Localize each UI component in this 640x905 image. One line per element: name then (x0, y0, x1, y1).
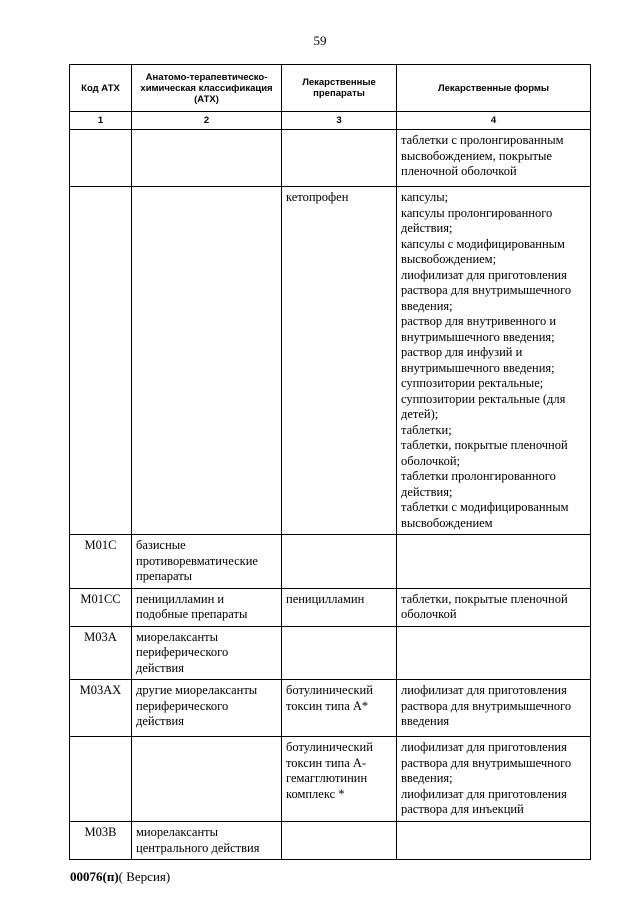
column-number: 4 (397, 112, 591, 130)
atx-code-cell: M03AX (70, 680, 132, 737)
forms-cell (397, 588, 591, 626)
atx-code-cell (70, 737, 132, 822)
column-number-row (70, 112, 591, 130)
drug-cell: ботулинический токсин типа A* (282, 680, 397, 737)
form-item: таблетки с модифицированным высвобождением (401, 500, 569, 530)
form-item: лиофилизат для приготовления раствора для внутримышечного введения (401, 683, 572, 728)
table-row (70, 737, 591, 822)
atx-code-cell (70, 187, 132, 535)
forms-cell (397, 737, 591, 822)
atx-class-cell: другие миорелаксанты периферического действия (132, 680, 282, 737)
document-id: 00076(п) (70, 869, 119, 884)
page-number: 59 (313, 33, 327, 48)
form-item: таблетки, покрытые пленочной оболочкой; (401, 438, 568, 468)
atx-class-cell (132, 187, 282, 535)
drug-cell: пеницилламин (282, 588, 397, 626)
atx-code-cell: M03B (70, 822, 132, 860)
form-item: лиофилизат для приготовления раствора для внутримышечного введения; (401, 267, 572, 313)
forms-cell (397, 680, 591, 737)
atx-code-cell: M03A (70, 626, 132, 680)
form-item: таблетки, покрытые пленочной оболочкой (401, 591, 568, 621)
document-version: ( Версия) (118, 869, 171, 884)
table-row (70, 130, 591, 187)
drug-cell (282, 822, 397, 860)
atx-class-cell: базисные противоревматические препараты (132, 535, 282, 589)
forms-cell (397, 187, 591, 535)
document-footer (70, 869, 170, 885)
column-number: 2 (132, 112, 282, 130)
table-row (70, 680, 591, 737)
column-number: 1 (70, 112, 132, 130)
form-item: таблетки с пролонгированным высвобождением, покрытые пленочной оболочкой (401, 133, 564, 178)
forms-cell (397, 130, 591, 187)
form-item: раствор для инфузий и внутримышечного введения; (401, 345, 555, 375)
forms-cell (397, 535, 591, 589)
atx-class-cell: миорелаксанты периферического действия (132, 626, 282, 680)
column-number: 3 (282, 112, 397, 130)
header-forms: Лекарственные формы (397, 65, 591, 112)
header-row (70, 65, 591, 112)
forms-cell (397, 822, 591, 860)
atx-class-cell (132, 130, 282, 187)
form-item: таблетки; (401, 422, 452, 437)
table-row (70, 626, 591, 680)
atx-class-cell: пеницилламин и подобные препараты (132, 588, 282, 626)
table-row (70, 535, 591, 589)
header-drugs: Лекарственные препараты (282, 65, 397, 112)
form-item: суппозитории ректальные; (401, 376, 544, 390)
form-item: лиофилизат для приготовления раствора для инъекций (401, 786, 567, 816)
form-item: капсулы с модифицированным высвобождением; (401, 236, 565, 266)
header-atx-code: Код АТХ (70, 65, 132, 112)
form-item: суппозитории ректальные (для детей); (401, 391, 566, 421)
table-row (70, 588, 591, 626)
drug-cell (282, 626, 397, 680)
header-atx-class: Анатомо-терапевтическо-химическая классификация (АТХ) (132, 65, 282, 112)
form-item: капсулы; (401, 190, 449, 204)
form-item: лиофилизат для приготовления раствора для внутримышечного введения; (401, 740, 572, 785)
atx-code-cell: M01CC (70, 588, 132, 626)
drug-cell: кетопрофен (282, 187, 397, 535)
atx-class-cell (132, 737, 282, 822)
form-item: капсулы пролонгированного действия; (401, 205, 553, 235)
forms-cell (397, 626, 591, 680)
atx-code-cell: M01C (70, 535, 132, 589)
drug-cell: ботулинический токсин типа А-гемагглютинин комплекс * (282, 737, 397, 822)
drug-cell (282, 535, 397, 589)
atx-code-cell (70, 130, 132, 187)
form-item: раствор для внутривенного и внутримышечного введения; (401, 314, 557, 344)
atx-table (69, 64, 591, 860)
form-item: таблетки пролонгированного действия; (401, 469, 556, 499)
atx-class-cell: миорелаксанты центрального действия (132, 822, 282, 860)
drug-cell (282, 130, 397, 187)
table-row (70, 187, 591, 535)
table-row (70, 822, 591, 860)
